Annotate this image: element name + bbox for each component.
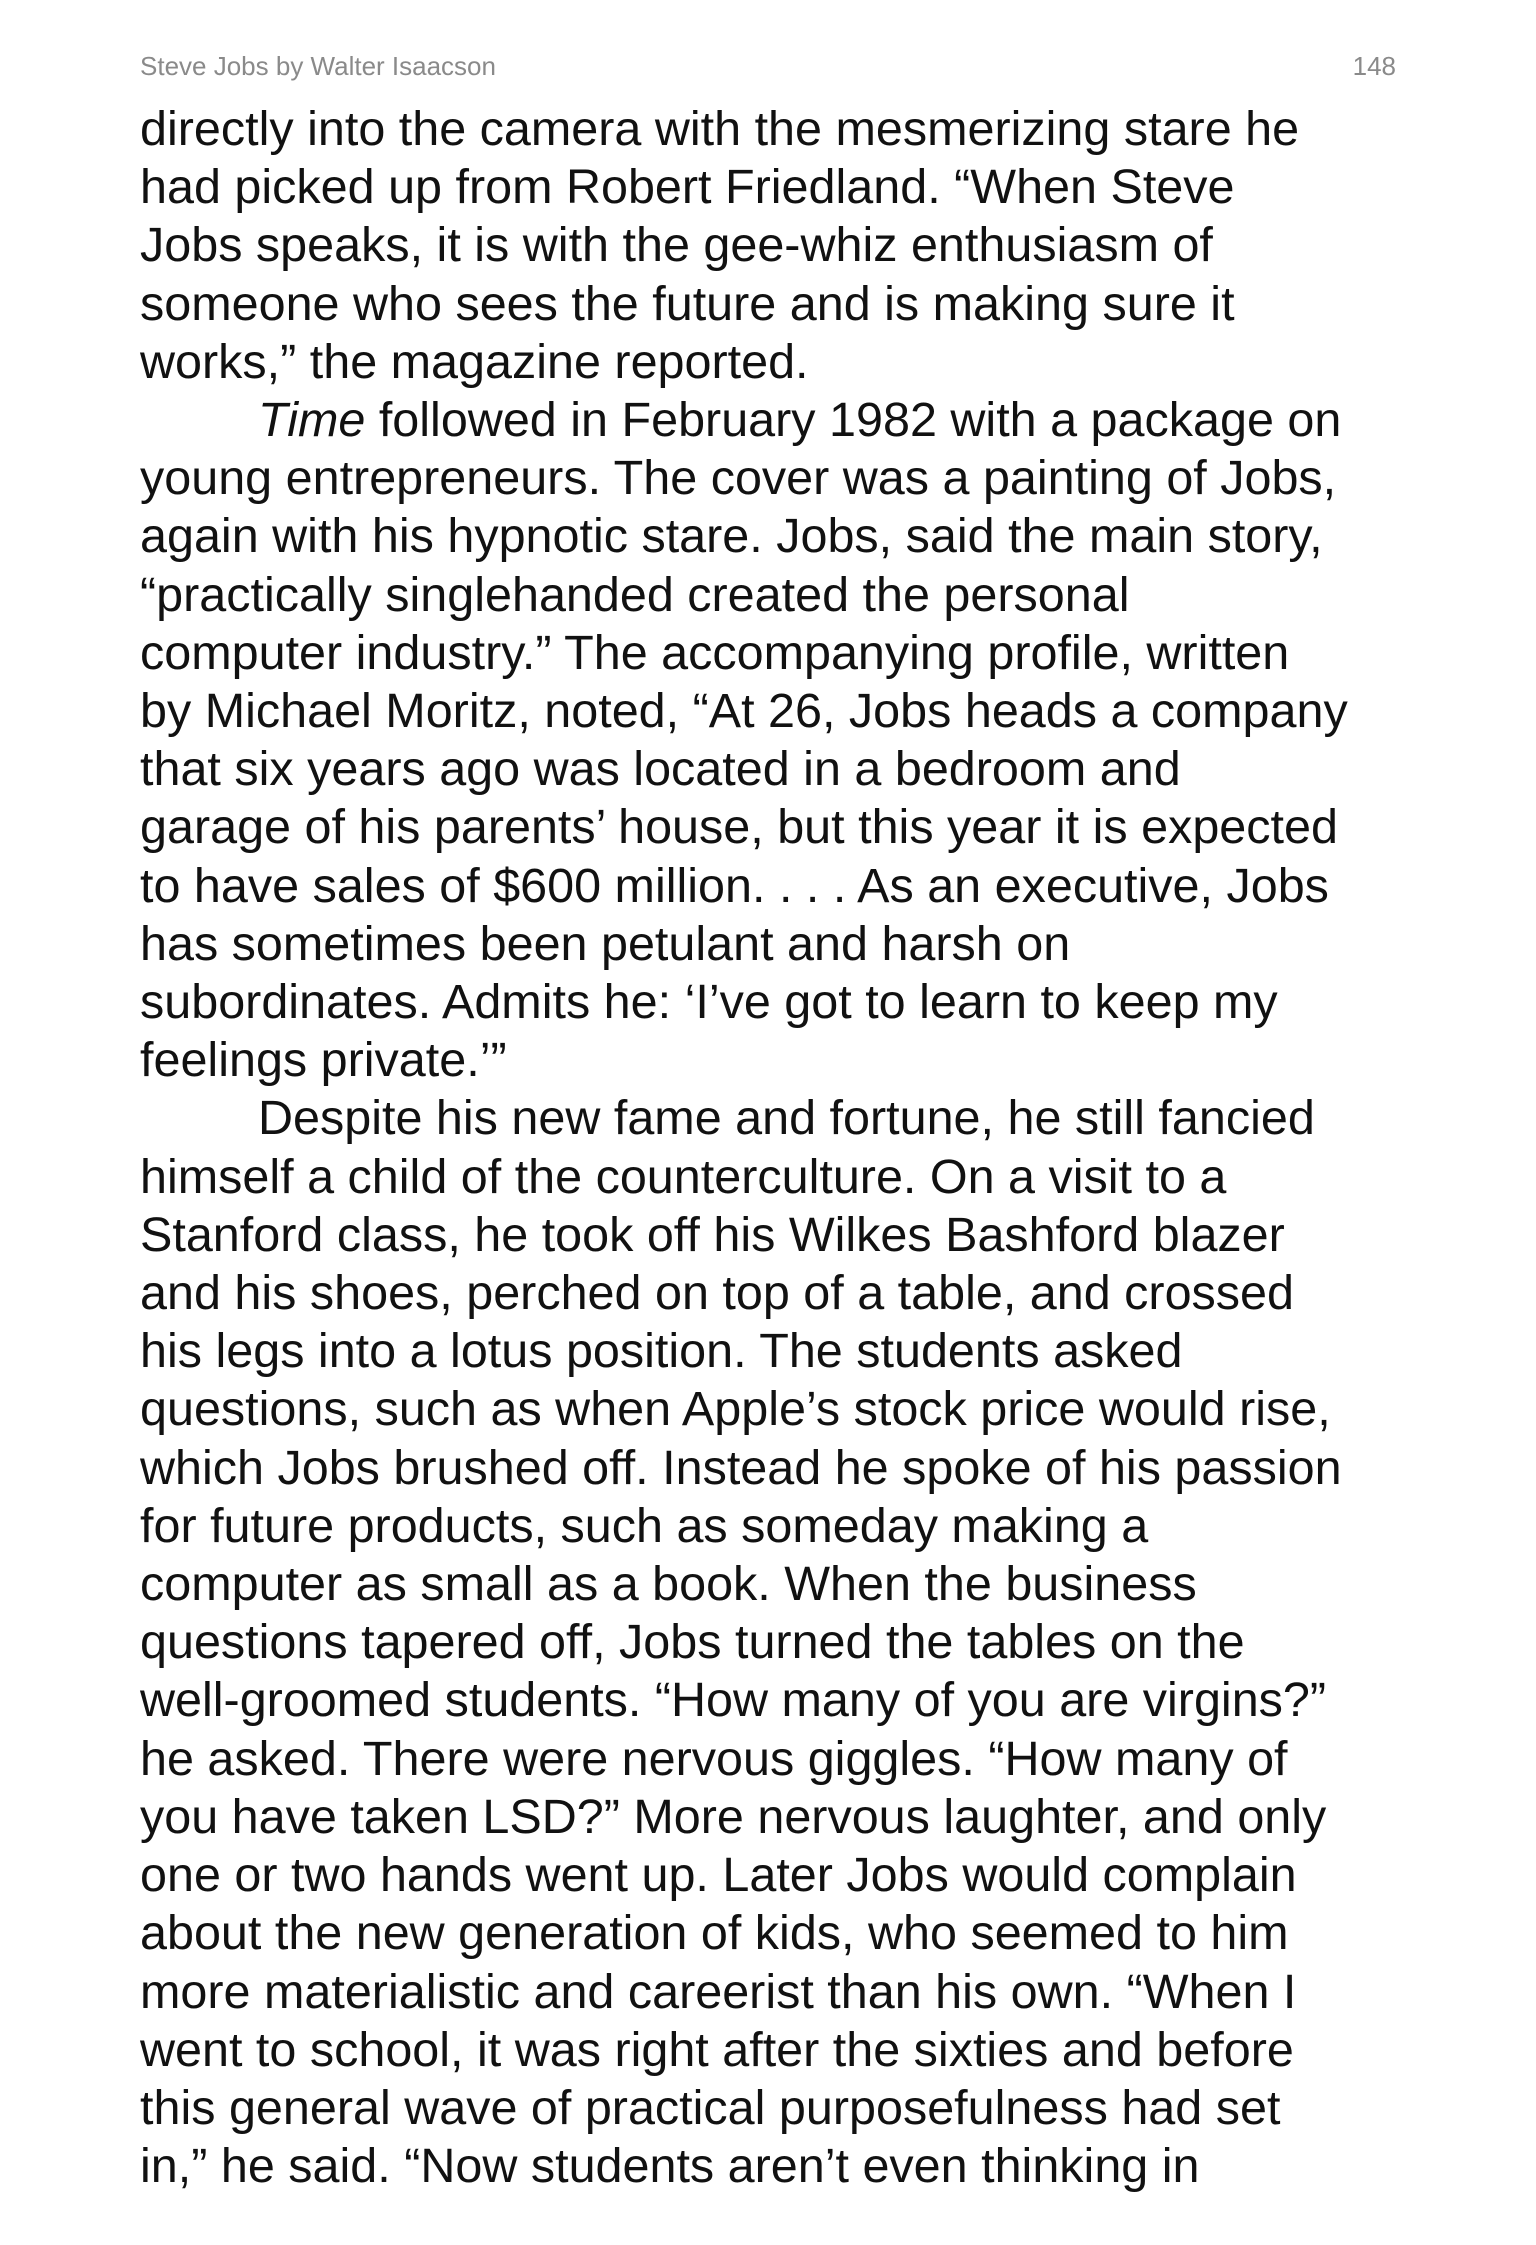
text-line: questions, such as when Apple’s stock price would rise, [140,1382,1331,1437]
text-line: well-groomed students. “How many of you are virgins?” [140,1673,1327,1728]
text-span: followed in February 1982 with a package on [365,393,1342,448]
text-line: about the new generation of kids, who seemed to him [140,1906,1289,1961]
text-line: had picked up from Robert Friedland. “When Steve [140,160,1235,215]
text-line: computer as small as a book. When the business [140,1557,1197,1612]
text-line: “practically singlehanded created the personal [140,567,1130,622]
text-line: computer industry.” The accompanying profile, written [140,625,1290,680]
paragraph-1 [140,100,1400,391]
text-span: Despite his new fame and fortune, he still fancied [258,1091,1315,1146]
text-line: more materialistic and careerist than his own. “When I [140,1964,1297,2019]
text-line: that six years ago was located in a bedroom and [140,742,1181,797]
page-number: 148 [1352,51,1396,81]
text-line: questions tapered off, Jobs turned the tables on the [140,1615,1245,1670]
text-line: you have taken LSD?” More nervous laughter, and only [140,1789,1327,1844]
text-line: one or two hands went up. Later Jobs would complain [140,1848,1297,1903]
text-line: Jobs speaks, it is with the gee-whiz enthusiasm of [140,218,1213,273]
running-header-title: Steve Jobs by Walter Isaacson [140,51,496,81]
text-line: subordinates. Admits he: ‘I’ve got to learn to keep my [140,975,1278,1030]
text-line: works,” the magazine reported. [140,334,809,389]
text-line: to have sales of $600 million. . . . As an executive, Jobs [140,858,1329,913]
text-line: himself a child of the counterculture. On a visit to a [140,1149,1227,1204]
text-line: feelings private.’” [140,1033,507,1088]
text-line: went to school, it was right after the sixties and before [140,2022,1294,2077]
page-header [140,48,1396,84]
text-line: his legs into a lotus position. The students asked [140,1324,1183,1379]
text-line: this general wave of practical purposefulness had set [140,2080,1281,2135]
page-body [140,100,1400,2195]
text-line [140,391,1400,449]
text-line: he asked. There were nervous giggles. “How many of [140,1731,1288,1786]
text-line: for future products, such as someday making a [140,1498,1149,1553]
text-line: someone who sees the future and is making sure it [140,276,1235,331]
text-line: Stanford class, he took off his Wilkes Bashford blazer [140,1207,1285,1262]
text-line: in,” he said. “Now students aren’t even thinking in [140,2139,1200,2194]
text-line: which Jobs brushed off. Instead he spoke of his passion [140,1440,1342,1495]
text-line: again with his hypnotic stare. Jobs, said the main story, [140,509,1323,564]
text-line: garage of his parents’ house, but this year it is expected [140,800,1338,855]
text-line: directly into the camera with the mesmerizing stare he [140,102,1300,156]
text-line: has sometimes been petulant and harsh on [140,916,1071,971]
paragraph-3 [140,1089,1400,2195]
text-line [140,1089,1400,1147]
text-line: by Michael Moritz, noted, “At 26, Jobs heads a company [140,684,1348,739]
text-line: young entrepreneurs. The cover was a painting of Jobs, [140,451,1337,506]
paragraph-2 [140,391,1400,1089]
magazine-title: Time [258,393,366,448]
text-line: and his shoes, perched on top of a table, and crossed [140,1266,1295,1321]
